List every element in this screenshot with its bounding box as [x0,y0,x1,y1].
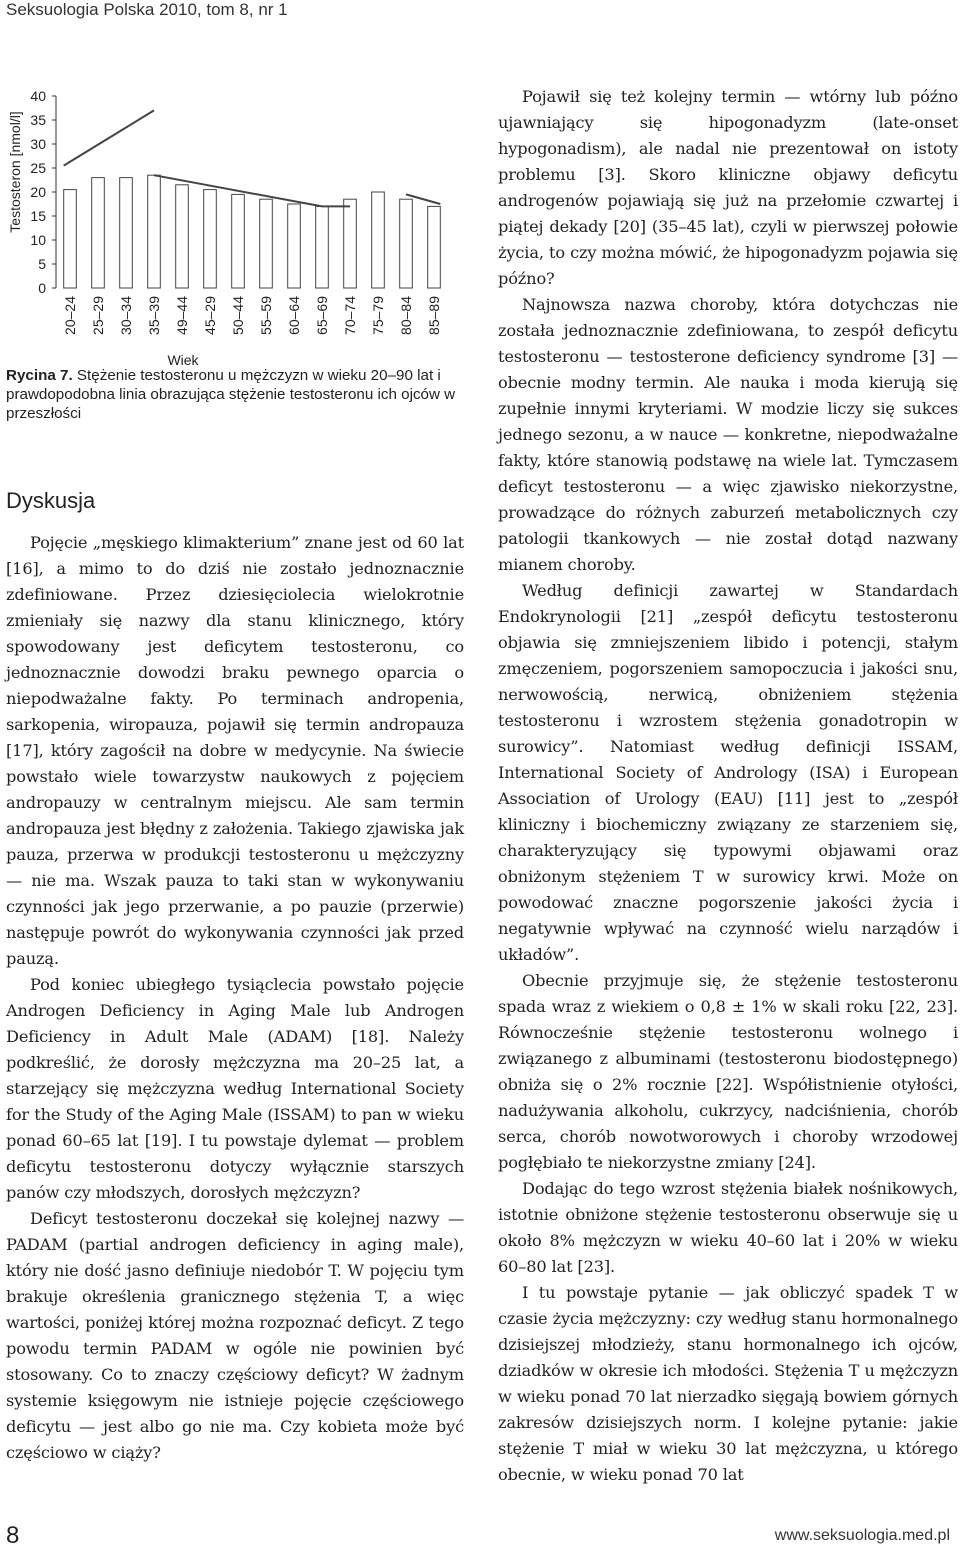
bar [204,190,217,288]
figure [0,82,460,372]
y-tick-label: 15 [30,208,46,224]
x-tick-label: 80–84 [398,296,414,335]
figure-caption-label: Rycina 7. [6,367,73,384]
running-header: Seksuologia Polska 2010, tom 8, nr 1 [6,0,288,19]
paragraph-left-2: Pod koniec ubiegłego tysiąclecia powstało pojęcie Androgen Deficiency in Aging Male lub Androgen Deficiency in Adult Male (ADAM) [18]. Należy podkreślić, że dorosły mężczyzna ma 20–25 lat, a starzejący się mężczyzna według International Society for the Study of the Aging Male (ISSAM) to pan w wieku ponad 60–65 lat [19]. I tu powstaje dylemat — problem deficytu testosteronu dotyczy wyłącznie starszych panów czy młodszych, dorosłych mężczyzn? [6,975,464,1202]
paragraph-right-1: Pojawił się też kolejny termin — wtórny lub późno ujawniający się hipogonadyzm (late-onset hypogonadism), ale nadal nie prezentował on istoty problemu [3]. Skoro kliniczne objawy deficytu androgenów pojawiają się już na przełomie czwartej i piątej dekady [20] (35–45 lat), czyli w pierwszej połowie życia, to czy można mówić, że hipogonadyzm pojawia się późno? [498,87,958,288]
y-tick-label: 40 [30,88,46,104]
x-tick-label: 30–34 [118,296,134,335]
y-tick-label: 5 [38,256,46,272]
y-tick-label: 30 [30,136,46,152]
bar [176,185,189,288]
x-tick-label: 65–69 [314,296,330,335]
y-tick-label: 20 [30,184,46,200]
left-column-body [6,530,464,1466]
x-tick-label: 35–39 [146,296,162,335]
x-tick-label: 20–24 [62,296,78,335]
paragraph-right-5: Dodając do tego wzrost stężenia białek nośnikowych, istotnie obniżone stężenie testosteronu obserwuje się u około 8% mężczyzn w wieku 40–60 lat i 20% w wieku 60–80 lat [23]. [498,1179,958,1276]
x-axis-label: Wiek [167,352,199,368]
section-heading: Dyskusja [6,488,96,513]
x-tick-label: 75–79 [370,296,386,335]
bar [288,204,301,288]
y-tick-label: 35 [30,112,46,128]
footer-url: www.seksuologia.med.pl [774,1527,950,1544]
bar [260,199,273,288]
bar [316,206,329,288]
bar [400,199,413,288]
page-number: 8 [6,1522,20,1549]
x-tick-label: 50–44 [230,296,246,335]
y-axis-label: Testosteron [nmol/l] [7,111,23,233]
paragraph-right-4: Obecnie przyjmuje się, że stężenie testosteronu spada wraz z wiekiem o 0,8 ± 1% w skali roku [22, 23]. Równocześnie stężenie testosteronu wolnego i związanego z albuminami (testosteronu biodostępnego) obniża się o 2% rocznie [22]. Współistnienie otyłości, nadużywania alkoholu, cukrzycy, nadciśnienia, chorób serca, chorób nowotworowych i choroby wrzodowej pogłębiało te niekorzystne zmiany [24]. [498,971,958,1172]
paragraph-right-3: Według definicji zawartej w Standardach Endokrynologii [21] „zespół deficytu testosteronu objawia się zmniejszeniem libido i potencji, stałym zmęczeniem, pogorszeniem samopoczucia i jakości snu, nerwowością, nerwicą, obniżeniem stężenia testosteronu i wzrostem stężenia gonadotropin w surowicy”. Natomiast według definicji ISSAM, International Society of Andrology (ISA) i European Association of Urology (EAU) [11] jest to „zespół kliniczny i biochemiczny związany ze starzeniem się, charakteryzujący się typowymi objawami oraz obniżonym stężeniem T w surowicy krwi. Może on powodować znaczne pogorszenie jakości życia i negatywnie wpływać na czynność wielu narządów i układów”. [498,581,958,964]
x-tick-label: 60–64 [286,296,302,335]
paragraph-right-6: I tu powstaje pytanie — jak obliczyć spadek T w czasie życia mężczyzny: czy według stanu hormonalnego dzisiejszej młodzieży, stanu hormonalnego ich ojców, dziadków w okresie ich młodości. Stężenia T u mężczyzn w wieku ponad 70 lat nierzadko sięgają bowiem górnych zakresów dzisiejszych norm. I kolejne pytanie: jakie stężenie T miał w wieku 30 lat mężczyzna, u którego obecnie, w wieku ponad 70 lat [498,1283,958,1484]
bar [344,199,357,288]
x-tick-label: 49–44 [174,296,190,335]
paragraph-left-3: Deficyt testosteronu doczekał się kolejnej nazwy — PADAM (partial androgen deficiency in aging male), który nie dość jasno definiuje niedobór T. W pojęciu tym brakuje określenia granicznego stężenia T, a więc wartości, poniżej której można rozpoznać deficyt. Z tego powodu termin PADAM w ogóle nie powinien być stosowany. Co to znaczy częściowy deficyt? W żadnym systemie księgowym nie istnieje pojęcie częściowego deficytu — jest albo go nie ma. Czy kobieta może być częściowo w ciąży? [6,1209,464,1462]
bar [232,194,245,288]
x-tick-label: 70–74 [342,296,358,335]
y-tick-label: 25 [30,160,46,176]
bar [148,175,161,288]
paragraph-left-1: Pojęcie „męskiego klimakterium” znane jest od 60 lat [16], a mimo to do dziś nie zostało jednoznacznie zdefiniowane. Przez dziesięciolecia wielokrotnie zmieniały się nazwy dla stanu klinicznego, który spowodowany jest deficytem testosteronu, co jednoznacznie dowodzi braku pewnego oparcia o niepodważalne fakty. Po terminach andropenia, sarkopenia, wiropauza, pojawił się termin andropauza [17], który zagościł na dobre w medycynie. Na świecie powstało wiele towarzystw naukowych z pojęciem andropauzy w centralnym miejscu. Ale sam termin andropauza jest błędny z założenia. Takiego zjawiska jak pauza, przerwa w produkcji testosteronu u mężczyzny — nie ma. Wszak pauza to taki stan w wykonywaniu czynności jak jego przerwanie, a po pauzie (przerwie) następuje powrót do wykonywania czynności jak przed pauzą. [6,533,464,968]
bar [372,192,385,288]
y-tick-label: 10 [30,232,46,248]
trend-line [64,110,154,165]
x-tick-label: 45–29 [202,296,218,335]
bar [92,178,105,288]
y-tick-label: 0 [38,280,46,296]
bar [64,190,77,288]
x-tick-label: 55–59 [258,296,274,335]
x-tick-label: 85–89 [426,296,442,335]
x-tick-label: 25–29 [90,296,106,335]
paragraph-right-2: Najnowsza nazwa choroby, która dotychczas nie została jednoznacznie zdefiniowana, to zespół deficytu testosteronu — testosterone deficiency syndrome [3] — obecnie modny termin. Ale nauka i moda kierują się zupełnie innymi kryteriami. W modzie liczy się sukces jednego sezonu, a w nauce — konkretne, niepodważalne fakty, które stanowią podstawę na wiele lat. Tymczasem deficyt testosteronu — a więc zjawisko niekorzystne, prowadzące do różnych zaburzeń metabolicznych czy patologii tkankowych — nie został dotąd nazwany mianem choroby. [498,295,958,574]
right-column-body [498,84,958,1488]
bar [120,178,133,288]
bar [428,206,441,288]
testosterone-bar-chart [0,82,460,372]
figure-caption-text: Stężenie testosteronu u mężczyzn w wieku 20–90 lat i prawdopodobna linia obrazująca stężenie testosteronu ich ojców w przeszłości [6,367,456,422]
figure-caption [6,366,462,423]
